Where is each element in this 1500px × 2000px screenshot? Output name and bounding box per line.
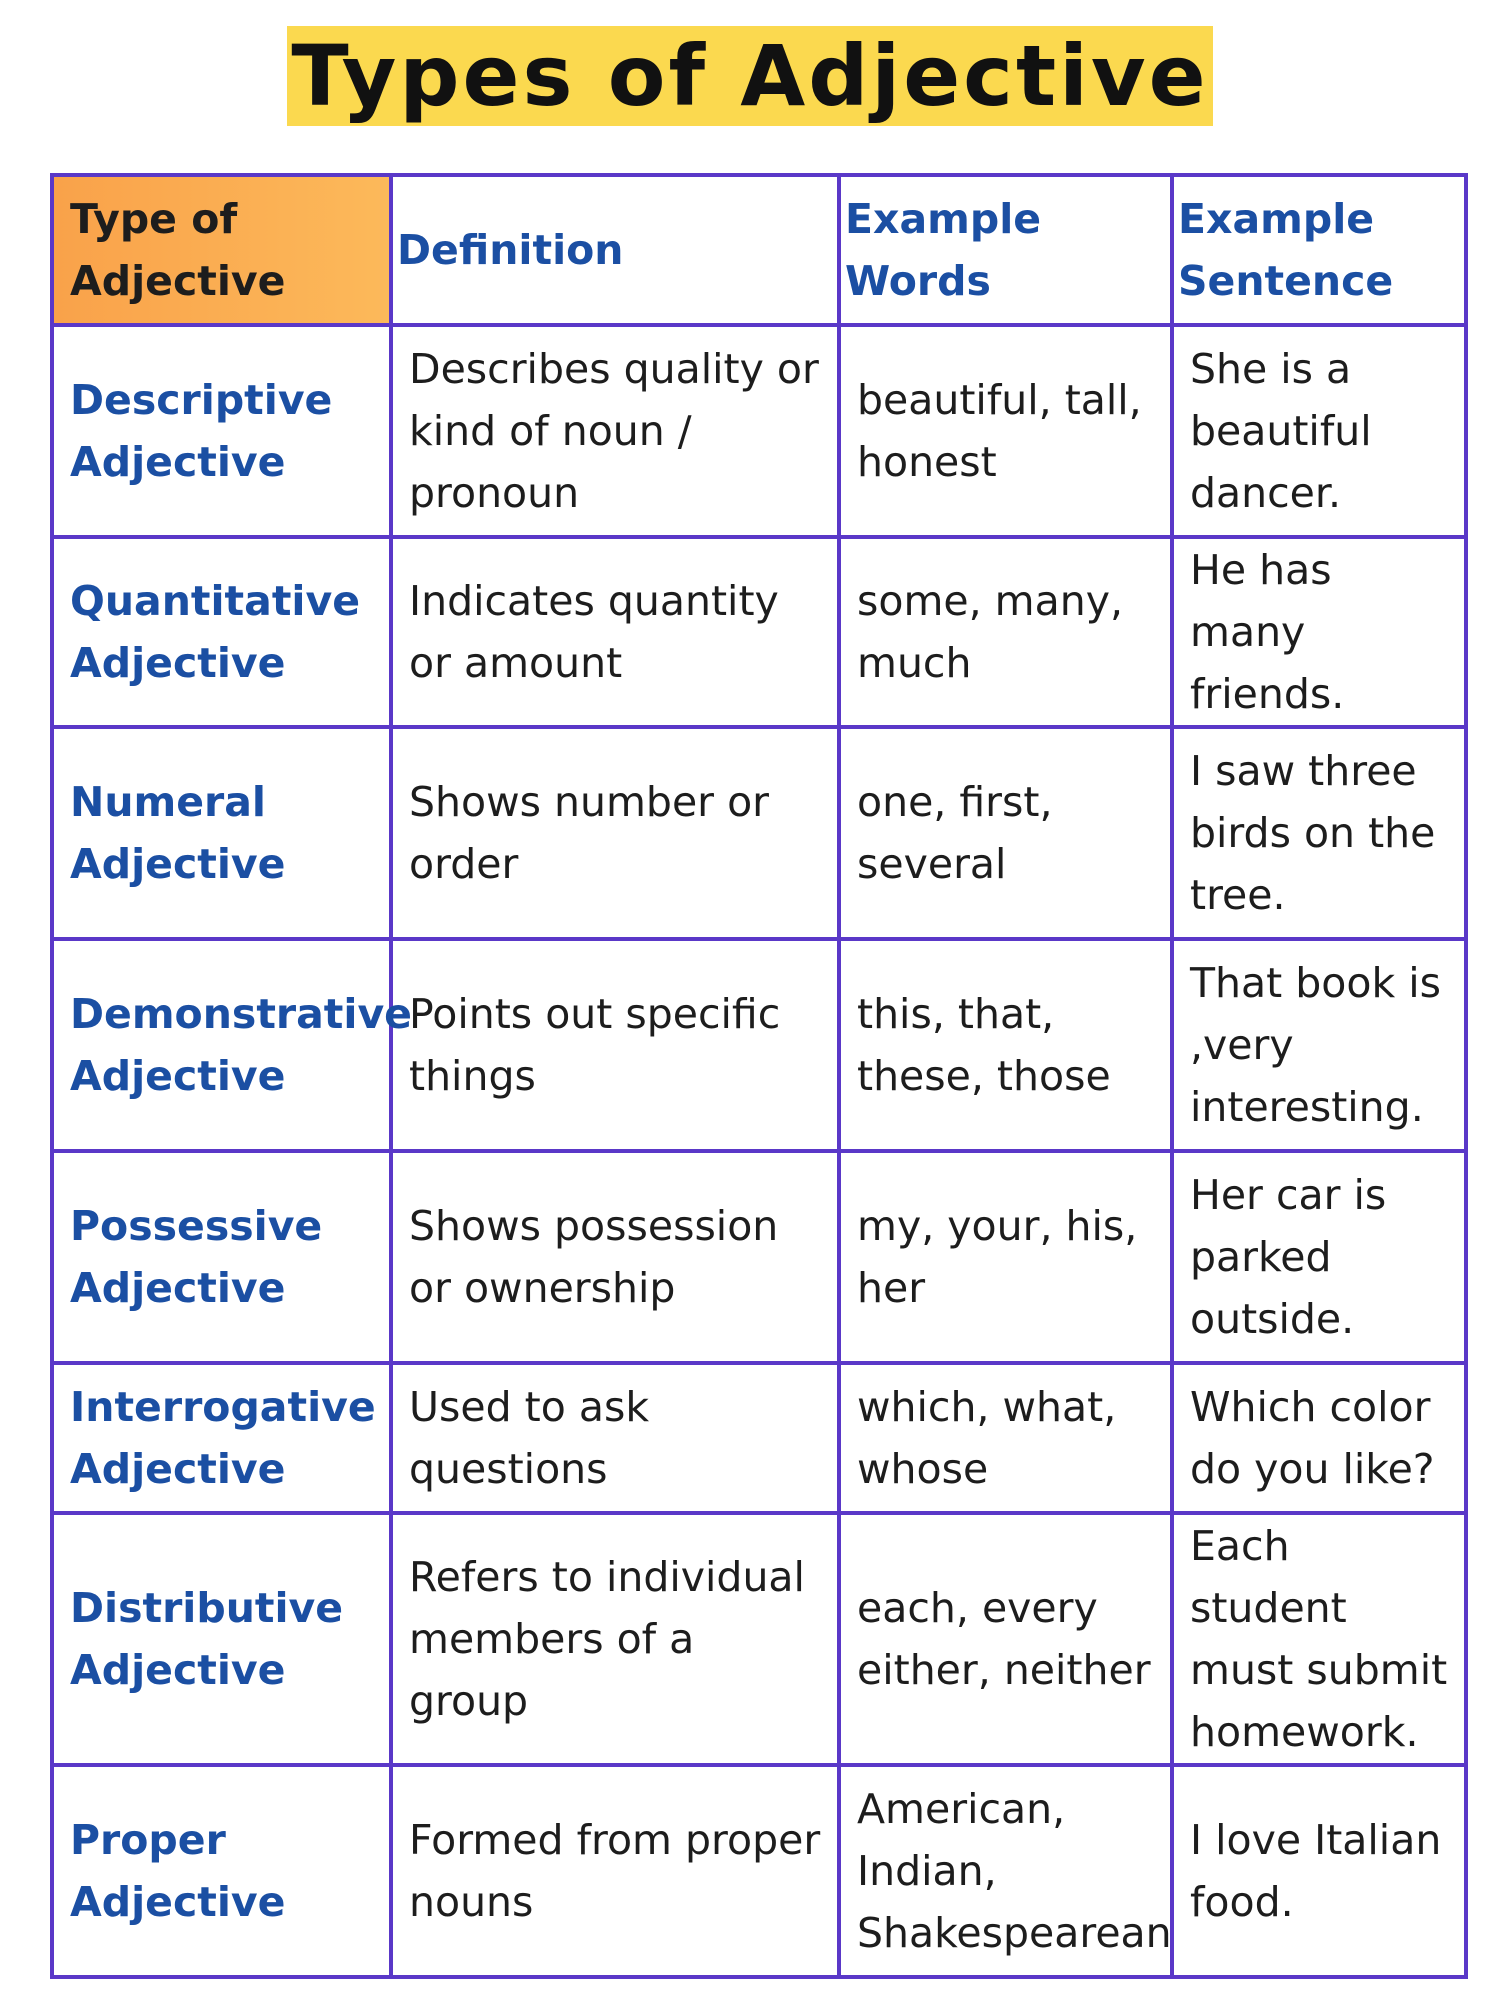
words-cell: American, Indian, Shakespearean [839, 1765, 1172, 1977]
type-cell: Numeral Adjective [52, 727, 391, 939]
table-row [52, 1513, 1466, 1765]
title-container [0, 0, 1500, 126]
definition-cell: Shows possession or ownership [391, 1151, 839, 1363]
definition-cell: Points out specific things [391, 939, 839, 1151]
sentence-cell: He has many friends. [1172, 537, 1466, 727]
type-cell: Descriptive Adjective [52, 325, 391, 537]
type-cell: Demonstrative Adjective [52, 939, 391, 1151]
header-definition: Definition [391, 175, 839, 325]
sentence-cell: Which color do you like? [1172, 1363, 1466, 1513]
sentence-cell: That book is ,very interesting. [1172, 939, 1466, 1151]
page-title: Types of Adjective [287, 26, 1212, 126]
table-row [52, 1765, 1466, 1977]
sentence-cell: Her car is parked outside. [1172, 1151, 1466, 1363]
header-example-sentence: Example Sentence [1172, 175, 1466, 325]
header-example-words: Example Words [839, 175, 1172, 325]
sentence-cell: She is a beautiful dancer. [1172, 325, 1466, 537]
words-cell: some, many, much [839, 537, 1172, 727]
definition-cell: Refers to individual members of a group [391, 1513, 839, 1765]
words-cell: each, every either, neither [839, 1513, 1172, 1765]
words-cell: my, your, his, her [839, 1151, 1172, 1363]
type-cell: Proper Adjective [52, 1765, 391, 1977]
sentence-cell: I saw three birds on the tree. [1172, 727, 1466, 939]
table-row [52, 939, 1466, 1151]
type-cell: Quantitative Adjective [52, 537, 391, 727]
definition-cell: Shows number or order [391, 727, 839, 939]
definition-cell: Describes quality or kind of noun / pronoun [391, 325, 839, 537]
header-type: Type of Adjective [52, 175, 391, 325]
definition-cell: Used to ask questions [391, 1363, 839, 1513]
sentence-cell: Each student must submit homework. [1172, 1513, 1466, 1765]
words-cell: one, first, several [839, 727, 1172, 939]
adjective-table [50, 173, 1468, 1979]
definition-cell: Formed from proper nouns [391, 1765, 839, 1977]
words-cell: this, that, these, those [839, 939, 1172, 1151]
type-cell: Possessive Adjective [52, 1151, 391, 1363]
table-row [52, 1363, 1466, 1513]
table-row [52, 537, 1466, 727]
type-cell: Interrogative Adjective [52, 1363, 391, 1513]
table-header-row [52, 175, 1466, 325]
words-cell: beautiful, tall, honest [839, 325, 1172, 537]
table-row [52, 727, 1466, 939]
sentence-cell: I love Italian food. [1172, 1765, 1466, 1977]
table-row [52, 1151, 1466, 1363]
words-cell: which, what, whose [839, 1363, 1172, 1513]
definition-cell: Indicates quantity or amount [391, 537, 839, 727]
type-cell: Distributive Adjective [52, 1513, 391, 1765]
table-row [52, 325, 1466, 537]
